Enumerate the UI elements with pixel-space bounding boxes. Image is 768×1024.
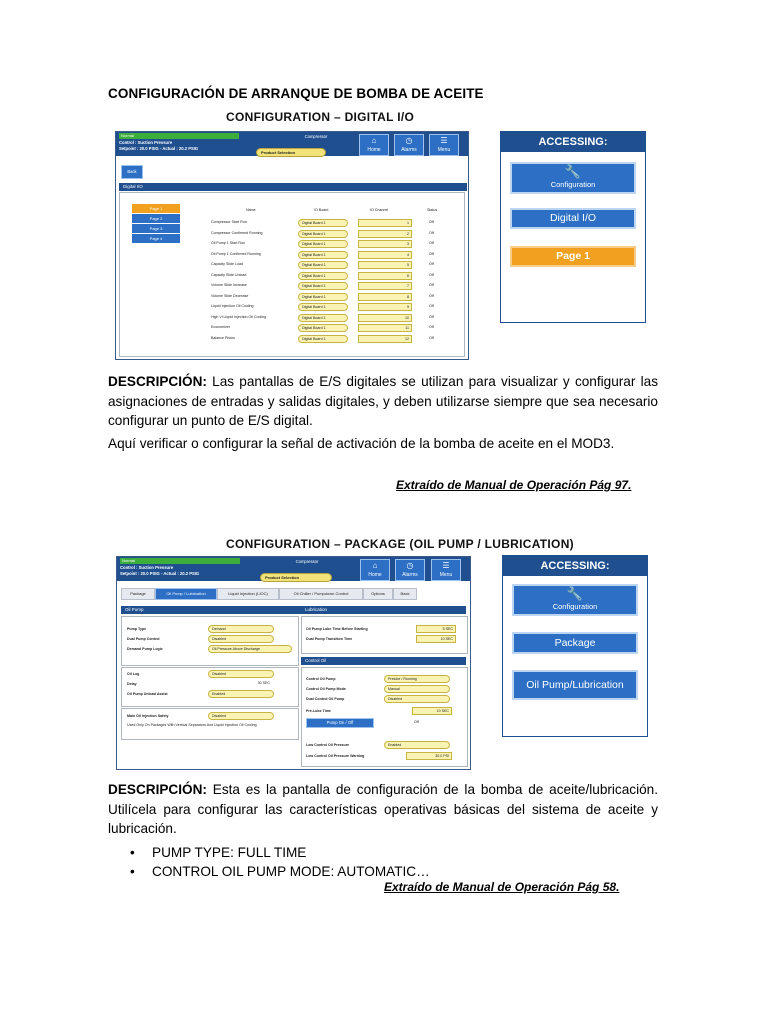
menu-icon: ☰ — [440, 136, 448, 145]
transition-value[interactable]: 10 SEC — [416, 635, 456, 643]
reference-2: Extraído de Manual de Operación Pág 58. — [384, 880, 620, 894]
control-oil-mode-select[interactable]: Manual — [384, 685, 450, 693]
io-status: Off — [429, 230, 434, 235]
io-board-select[interactable]: Digital Board 1 — [298, 272, 348, 280]
prelube-label: Pre-Lube Time — [306, 709, 331, 713]
page-2-button[interactable]: Page 2 — [132, 214, 180, 223]
io-channel-field[interactable]: 9 — [358, 303, 412, 311]
tab-oil-chiller[interactable]: Oil Chiller / Pumpdown Control — [279, 588, 363, 600]
main-injection-select[interactable]: Disabled — [208, 712, 274, 720]
tab-bar — [121, 588, 465, 600]
oil-log-panel — [121, 667, 299, 707]
transition-label: Dual Pump Transition Time — [306, 637, 353, 641]
lube-time-value[interactable]: 5 SEC — [416, 625, 456, 633]
accessing-panel-1 — [500, 131, 646, 323]
tab-oil-pump[interactable]: Oil Pump / Lubrication — [155, 588, 217, 600]
dual-pump-label: Dual Pump Control — [127, 637, 160, 641]
accessing-title: ACCESSING: — [501, 132, 645, 152]
figure-1-title: CONFIGURATION – DIGITAL I/O — [226, 110, 415, 124]
oil-pump-lubrication-button[interactable]: Oil Pump/Lubrication — [512, 670, 638, 700]
io-board-select[interactable]: Digital Board 1 — [298, 282, 348, 290]
menu-icon: ☰ — [442, 561, 450, 570]
io-channel-field[interactable]: 2 — [358, 230, 412, 238]
page-3-button[interactable]: Page 3 — [132, 224, 180, 233]
wrench-icon: 🔧 — [566, 586, 584, 601]
pump-on-off-button[interactable]: Pump On / Off — [306, 718, 374, 728]
control-oil-panel — [301, 667, 468, 767]
io-status: Off — [429, 241, 434, 245]
screen-topbar-2 — [117, 557, 470, 581]
low-pressure-label: Low Control Oil Pressure — [306, 743, 350, 747]
io-status: Off — [429, 272, 434, 277]
io-board-select[interactable]: Digital Board 1 — [298, 314, 348, 322]
io-board-select[interactable]: Digital Board 1 — [298, 324, 348, 332]
home-icon: ⌂ — [371, 136, 377, 145]
figure-2-title: CONFIGURATION – PACKAGE (OIL PUMP / LUBRICATION) — [226, 537, 574, 551]
io-row-name: Oil Pump 1 Confirmed Running — [211, 251, 261, 256]
io-board-select[interactable]: Digital Board 1 — [298, 230, 348, 238]
unload-assist-select[interactable]: Enabled — [208, 690, 274, 698]
prelube-value[interactable]: 10 SEC — [412, 707, 452, 715]
column-channel-header: IO Channel — [370, 208, 389, 212]
status-bar: Normal — [119, 133, 239, 139]
back-button[interactable]: Back — [121, 165, 143, 179]
io-status: Off — [429, 314, 434, 319]
reference-1: Extraído de Manual de Operación Pág 97. — [396, 478, 632, 492]
column-name-header: Name — [246, 208, 256, 212]
product-selection-select[interactable]: Product Selection — [256, 148, 326, 157]
control-oil-mode-label: Control Oil Pump Mode — [306, 687, 346, 691]
io-channel-field[interactable]: 10 — [358, 314, 412, 322]
low-warning-label: Low Control Oil Pressure Warning — [306, 754, 365, 758]
io-channel-field[interactable]: 4 — [358, 251, 412, 259]
io-status: Off — [429, 304, 434, 308]
io-row-name: Balance Piston — [211, 335, 235, 340]
io-board-select[interactable]: Digital Board 1 — [298, 261, 348, 269]
page-1-access-button[interactable]: Page 1 — [510, 246, 636, 267]
column-board-header: IO Board — [314, 208, 329, 212]
lube-time-label: Oil Pump Lube Time Before Starting — [306, 627, 368, 631]
io-row-name: Oil Pump 1 Start Run — [211, 241, 245, 245]
control-info: Control : Suction Pressure Setpoint : 20.0 PSIG - Actual : 20.2 PSIG — [119, 140, 199, 151]
screen-topbar — [116, 132, 468, 156]
lubrication-section-header: Lubrication — [301, 606, 466, 614]
package-button[interactable]: Package — [512, 632, 638, 654]
io-row-name: High Vi Liquid Injection Oil Cooling — [211, 314, 267, 319]
low-pressure-select[interactable]: Enabled — [384, 741, 450, 749]
io-board-select[interactable]: Digital Board 1 — [298, 293, 348, 301]
tab-options[interactable]: Options — [363, 588, 393, 600]
accessing-title-2: ACCESSING: — [503, 556, 647, 576]
paragraph-mod3: Aquí verificar o configurar la señal de activación de la bomba de aceite en el MOD3. — [108, 436, 615, 451]
io-row-name: Economizer — [211, 325, 230, 329]
list-item: • PUMP TYPE: FULL TIME — [130, 843, 430, 862]
io-row-name: Volume Slide Increase — [211, 283, 247, 287]
io-status: Off — [429, 293, 434, 298]
alarms-button[interactable]: ◷ Alarms — [394, 134, 424, 156]
digital-io-section-header: Digital I/O — [119, 183, 467, 191]
pump-type-label: Pump Type — [127, 627, 147, 631]
page-4-button[interactable]: Page 4 — [132, 234, 180, 243]
oil-pump-section-header: Oil Pump — [121, 606, 301, 614]
io-status: Off — [429, 262, 434, 266]
clock-icon: ◷ — [406, 561, 414, 570]
io-status: Off — [429, 220, 434, 224]
control-info-2: Control : Suction Pressure Setpoint : 20.0 PSIG - Actual : 20.2 PSIG — [120, 565, 200, 576]
io-channel-field[interactable]: 1 — [358, 219, 412, 227]
tab-package[interactable]: Package — [121, 588, 155, 600]
status-bar-2: Normal — [120, 558, 240, 564]
dual-control-label: Dual Control Oil Pump — [306, 697, 345, 701]
io-channel-field[interactable]: 7 — [358, 282, 412, 290]
control-oil-section-header: Control Oil — [301, 657, 466, 665]
pump-state: Off — [414, 720, 419, 724]
configuration-button-2[interactable]: 🔧 Configuration — [512, 584, 638, 616]
main-injection-label: Main Oil Injection Safety — [127, 714, 169, 718]
io-channel-field[interactable]: 5 — [358, 261, 412, 269]
product-selection-select-2[interactable]: Product Selection — [260, 573, 332, 582]
tab-liquid-injection[interactable]: Liquid Injection (LIOC) — [217, 588, 279, 600]
home-icon: ⌂ — [372, 561, 378, 570]
io-row-name: Capacity Slide Unload — [211, 272, 247, 277]
io-row-name: Compressor Confirmed Running — [211, 230, 263, 235]
digital-io-screenshot — [115, 131, 469, 360]
wrench-icon: 🔧 — [564, 164, 582, 179]
oil-log-select[interactable]: Disabled — [208, 670, 274, 678]
demand-logic-select[interactable]: Oil Pressure Above Discharge — [208, 645, 292, 653]
control-oil-pump-label: Control Oil Pump — [306, 677, 336, 681]
io-channel-field[interactable]: 6 — [358, 272, 412, 280]
home-button-2[interactable]: ⌂ Home — [360, 559, 390, 581]
io-row-name: Compressor Start Run — [211, 220, 247, 224]
io-board-select[interactable]: Digital Board 1 — [298, 240, 348, 248]
demand-logic-label: Demand Pump Logic — [127, 647, 163, 651]
io-row-name: Liquid Injection Oil Cooling — [211, 304, 254, 308]
io-status: Off — [429, 251, 434, 256]
description-2: DESCRIPCIÓN: Esta es la pantalla de configuración de la bomba de aceite/lubricación. Utilícela para configurar las características operativas básicas del sistema de aceite y lubricación. — [108, 782, 658, 836]
unload-assist-label: Oil Pump Unload Assist — [127, 692, 168, 696]
delay-value[interactable]: 30 SEC — [208, 680, 272, 686]
low-warning-value[interactable]: 30.0 PSI — [406, 752, 452, 760]
menu-button[interactable]: ☰ Menu — [429, 134, 459, 156]
delay-label: Delay — [127, 682, 137, 686]
digital-io-button[interactable]: Digital I/O — [510, 208, 636, 229]
io-board-select[interactable]: Digital Board 1 — [298, 219, 348, 227]
io-board-select[interactable]: Digital Board 1 — [298, 303, 348, 311]
oil-log-label: Oil Log — [127, 672, 140, 676]
document-heading: CONFIGURACIÓN DE ARRANQUE DE BOMBA DE ACEITE — [108, 86, 484, 101]
accessing-panel-2 — [502, 555, 648, 737]
alarms-button-2[interactable]: ◷ Alarms — [395, 559, 425, 581]
compressor-label: Compressor — [304, 134, 328, 139]
io-row-name: Capacity Slide Load — [211, 262, 243, 266]
home-button[interactable]: ⌂ Home — [359, 134, 389, 156]
io-board-select[interactable]: Digital Board 1 — [298, 251, 348, 259]
io-channel-field[interactable]: 11 — [358, 324, 412, 332]
column-status-header: Status — [427, 208, 438, 212]
dual-pump-select[interactable]: Disabled — [208, 635, 274, 643]
bullet-list — [130, 843, 430, 881]
main-injection-note: Used Only On Packages With Vertical Separators And Liquid Injection Oil Cooling — [127, 723, 257, 727]
list-item: • CONTROL OIL PUMP MODE: AUTOMATIC… — [130, 862, 430, 881]
lubrication-panel — [301, 616, 468, 654]
compressor-label-2: Compressor — [295, 559, 319, 564]
tab-back[interactable]: Back — [393, 588, 417, 600]
control-oil-pump-select[interactable]: Prelube / Running — [384, 675, 450, 683]
description-1: DESCRIPCIÓN: Las pantallas de E/S digitales se utilizan para visualizar y configurar las asignaciones de entradas y salidas digitales, y deben utilizarse siempre que sea necesario configurar un punto de E/S digital. — [108, 374, 658, 428]
io-channel-field[interactable]: 12 — [358, 335, 412, 343]
io-row-name: Volume Slide Decrease — [211, 293, 249, 298]
io-channel-field[interactable]: 8 — [358, 293, 412, 301]
page-1-button[interactable]: Page 1 — [132, 204, 180, 213]
io-channel-field[interactable]: 3 — [358, 240, 412, 248]
clock-icon: ◷ — [405, 136, 413, 145]
configuration-button[interactable]: 🔧 Configuration — [510, 162, 636, 194]
main-injection-panel — [121, 708, 299, 740]
io-board-select[interactable]: Digital Board 1 — [298, 335, 348, 343]
io-status: Off — [429, 335, 434, 340]
oil-pump-screenshot — [116, 556, 471, 770]
oil-pump-panel — [121, 616, 299, 666]
pump-type-select[interactable]: Demand — [208, 625, 274, 633]
menu-button-2[interactable]: ☰ Menu — [431, 559, 461, 581]
io-status: Off — [429, 283, 434, 287]
io-status: Off — [429, 325, 434, 329]
dual-control-select[interactable]: Disabled — [384, 695, 450, 703]
